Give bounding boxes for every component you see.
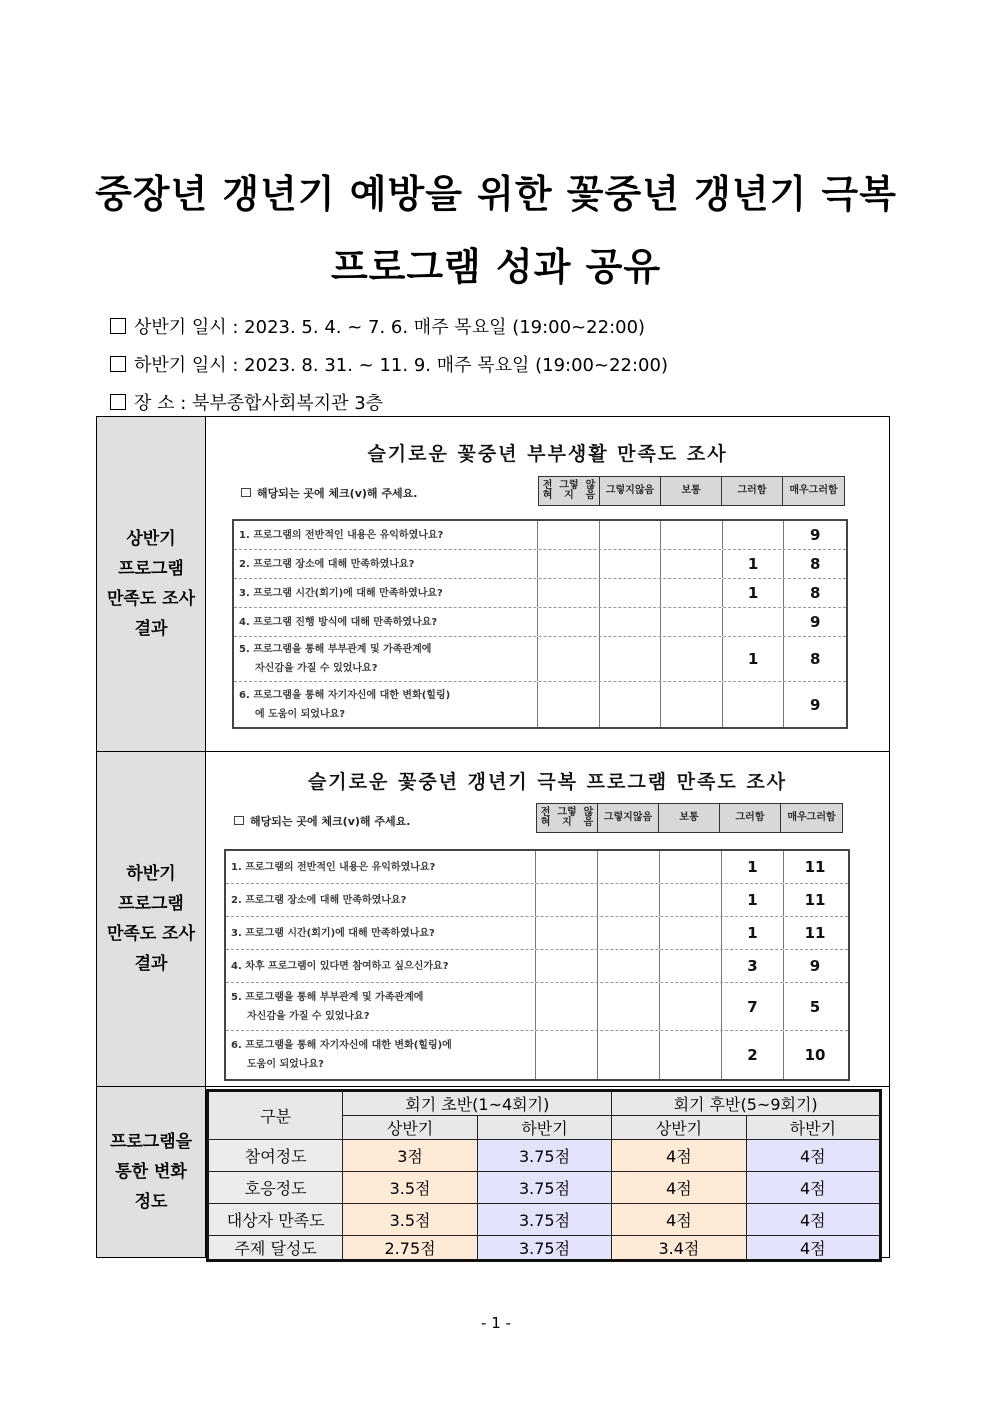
label-line: 만족도 조사 bbox=[106, 589, 196, 609]
question-text: 4. 차후 프로그램이 있다면 참여하고 싶으신가요? bbox=[226, 950, 536, 982]
response-count bbox=[723, 608, 785, 636]
scale-option: 매우 그러함 bbox=[789, 485, 838, 496]
question-text: 5. 프로그램을 통해 부부관계 및 가족관계에 자신감을 가질 수 있었나요? bbox=[234, 637, 538, 681]
header-late-sessions: 회기 후반(5~9회기) bbox=[612, 1091, 881, 1116]
scale-option: 보통 bbox=[659, 804, 720, 832]
response-count: 8 bbox=[809, 650, 821, 668]
score-cell: 3.75점 bbox=[477, 1204, 611, 1236]
score-cell: 4점 bbox=[612, 1140, 746, 1172]
change-row bbox=[208, 1204, 881, 1236]
info-second-half-schedule bbox=[110, 351, 668, 377]
change-table-container bbox=[206, 1087, 889, 1257]
response-count: 1 bbox=[723, 579, 785, 607]
label-line: 결과 bbox=[134, 619, 168, 639]
response-count: 11 bbox=[804, 858, 826, 876]
change-row bbox=[208, 1236, 881, 1261]
response-count bbox=[660, 884, 722, 916]
response-count: 9 bbox=[809, 695, 821, 714]
response-count bbox=[598, 917, 660, 949]
scale-option: 보통 bbox=[661, 477, 722, 505]
response-count: 10 bbox=[804, 1046, 826, 1064]
change-table bbox=[206, 1089, 882, 1262]
response-count: 1 bbox=[723, 637, 785, 681]
section-label bbox=[97, 752, 206, 1086]
label-line: 상반기 bbox=[126, 529, 176, 549]
results-table bbox=[96, 416, 890, 1258]
scale-option: 그러함 bbox=[720, 804, 781, 832]
scale-option: 그러함 bbox=[722, 477, 783, 505]
change-row bbox=[208, 1140, 881, 1172]
section-first-half-survey bbox=[97, 417, 889, 752]
section-label bbox=[97, 417, 206, 751]
change-row bbox=[208, 1172, 881, 1204]
survey-title: 슬기로운 꽃중년 부부생활 만족도 조사 bbox=[367, 443, 728, 465]
question-table bbox=[224, 849, 850, 1081]
header-second-half: 하반기 bbox=[477, 1116, 611, 1140]
scale-option: 전혀 그렇지 않음 bbox=[537, 804, 598, 832]
row-label: 대상자 만족도 bbox=[208, 1204, 343, 1236]
response-count bbox=[600, 579, 662, 607]
question-row bbox=[226, 917, 848, 950]
question-text: 4. 프로그램 진행 방식에 대해 만족하였나요? bbox=[234, 608, 538, 636]
response-count bbox=[660, 983, 722, 1030]
response-count bbox=[536, 884, 598, 916]
response-count: 2 bbox=[722, 1031, 784, 1079]
question-table bbox=[232, 519, 848, 729]
response-count bbox=[536, 1031, 598, 1079]
section-change-level bbox=[97, 1087, 889, 1257]
response-count: 5 bbox=[809, 997, 821, 1016]
response-count bbox=[660, 950, 722, 982]
question-text: 1. 프로그램의 전반적인 내용은 유익하였나요? bbox=[226, 851, 536, 883]
square-bullet-icon bbox=[110, 394, 126, 410]
question-row bbox=[234, 637, 846, 682]
row-label: 주제 달성도 bbox=[208, 1236, 343, 1261]
response-count: 8 bbox=[809, 555, 821, 573]
score-cell: 3.75점 bbox=[477, 1140, 611, 1172]
check-note bbox=[241, 485, 417, 501]
info-first-half-schedule bbox=[110, 313, 645, 339]
response-count: 11 bbox=[804, 891, 826, 909]
survey-image bbox=[206, 417, 889, 751]
scale-option: 그렇지 않음 bbox=[598, 804, 659, 832]
question-row bbox=[234, 608, 846, 637]
response-count bbox=[660, 851, 722, 883]
check-note-text: 해당되는 곳에 체크(v)해 주세요. bbox=[250, 815, 411, 828]
score-cell: 3.75점 bbox=[477, 1172, 611, 1204]
response-count bbox=[723, 682, 785, 727]
scale-header bbox=[538, 476, 845, 506]
response-count bbox=[598, 851, 660, 883]
question-row bbox=[226, 884, 848, 917]
info-text: 하반기 일시 : 2023. 8. 31. ~ 11. 9. 매주 목요일 (19:00~22:00) bbox=[134, 355, 668, 376]
label-line: 프로그램을 bbox=[109, 1132, 193, 1152]
page-title-line2: 프로그램 성과 공유 bbox=[330, 245, 662, 289]
label-line: 프로그램 bbox=[118, 894, 184, 914]
response-count bbox=[600, 682, 662, 727]
score-cell: 4점 bbox=[612, 1204, 746, 1236]
question-row bbox=[226, 950, 848, 983]
question-text: 3. 프로그램 시간(회기)에 대해 만족하였나요? bbox=[234, 579, 538, 607]
question-text: 3. 프로그램 시간(회기)에 대해 만족하였나요? bbox=[226, 917, 536, 949]
header-first-half: 상반기 bbox=[612, 1116, 746, 1140]
question-text: 6. 프로그램을 통해 자기자신에 대한 변화(힐링) 에 도움이 되었나요? bbox=[234, 682, 538, 727]
score-cell: 3.5점 bbox=[343, 1172, 477, 1204]
check-note-text: 해당되는 곳에 체크(v)해 주세요. bbox=[257, 487, 418, 500]
row-label: 참여정도 bbox=[208, 1140, 343, 1172]
response-count bbox=[661, 637, 723, 681]
response-count: 9 bbox=[809, 526, 821, 544]
question-row bbox=[234, 550, 846, 579]
question-row bbox=[234, 682, 846, 727]
square-bullet-icon bbox=[110, 356, 126, 372]
response-count: 8 bbox=[809, 584, 821, 602]
scale-option: 매우 그러함 bbox=[787, 812, 836, 823]
question-text: 6. 프로그램을 통해 자기자신에 대한 변화(힐링)에 도움이 되었나요? bbox=[226, 1031, 536, 1079]
checkbox-icon bbox=[241, 488, 251, 497]
header-first-half: 상반기 bbox=[343, 1116, 477, 1140]
score-cell: 4점 bbox=[746, 1204, 880, 1236]
question-text: 1. 프로그램의 전반적인 내용은 유익하였나요? bbox=[234, 521, 538, 549]
response-count bbox=[536, 983, 598, 1030]
page-title-line1: 중장년 갱년기 예방을 위한 꽃중년 갱년기 극복 bbox=[95, 172, 897, 216]
scale-option: 그렇지 않음 bbox=[600, 477, 661, 505]
response-count bbox=[536, 917, 598, 949]
response-count bbox=[661, 550, 723, 578]
response-count bbox=[538, 682, 600, 727]
question-row bbox=[234, 521, 846, 550]
response-count: 1 bbox=[722, 917, 784, 949]
response-count bbox=[600, 637, 662, 681]
response-count bbox=[536, 851, 598, 883]
question-row bbox=[226, 1031, 848, 1079]
response-count: 1 bbox=[722, 884, 784, 916]
response-count bbox=[660, 1031, 722, 1079]
response-count: 1 bbox=[723, 550, 785, 578]
response-count: 3 bbox=[722, 950, 784, 982]
response-count bbox=[600, 521, 662, 549]
label-line: 결과 bbox=[134, 954, 168, 974]
response-count: 1 bbox=[722, 851, 784, 883]
info-text: 상반기 일시 : 2023. 5. 4. ~ 7. 6. 매주 목요일 (19:00~22:00) bbox=[134, 317, 646, 338]
question-row bbox=[226, 983, 848, 1031]
header-early-sessions: 회기 초반(1~4회기) bbox=[343, 1091, 612, 1116]
section-second-half-survey bbox=[97, 752, 889, 1087]
score-cell: 4점 bbox=[746, 1140, 880, 1172]
square-bullet-icon bbox=[110, 318, 126, 334]
survey-image bbox=[206, 752, 889, 1086]
label-line: 하반기 bbox=[126, 864, 176, 884]
response-count bbox=[661, 608, 723, 636]
label-line: 만족도 조사 bbox=[106, 924, 196, 944]
header-category: 구분 bbox=[208, 1091, 343, 1140]
score-cell: 4점 bbox=[746, 1172, 880, 1204]
response-count: 9 bbox=[809, 613, 821, 631]
response-count bbox=[538, 579, 600, 607]
info-location bbox=[110, 389, 383, 415]
response-count bbox=[598, 950, 660, 982]
label-line: 정도 bbox=[134, 1192, 168, 1212]
question-row bbox=[226, 851, 848, 884]
label-line: 프로그램 bbox=[118, 559, 184, 579]
response-count: 9 bbox=[809, 957, 821, 975]
response-count bbox=[538, 521, 600, 549]
score-cell: 4점 bbox=[746, 1236, 880, 1261]
info-text: 장 소 : 북부종합사회복지관 3층 bbox=[134, 393, 384, 414]
score-cell: 2.75점 bbox=[343, 1236, 477, 1261]
response-count bbox=[661, 521, 723, 549]
header-second-half: 하반기 bbox=[746, 1116, 880, 1140]
response-count bbox=[600, 550, 662, 578]
response-count bbox=[538, 637, 600, 681]
question-text: 5. 프로그램을 통해 부부관계 및 가족관계에 자신감을 가질 수 있었나요? bbox=[226, 983, 536, 1030]
response-count: 7 bbox=[722, 983, 784, 1030]
response-count bbox=[538, 608, 600, 636]
response-count bbox=[660, 917, 722, 949]
scale-header bbox=[536, 803, 843, 833]
survey-title: 슬기로운 꽃중년 갱년기 극복 프로그램 만족도 조사 bbox=[307, 771, 788, 793]
question-text: 2. 프로그램 장소에 대해 만족하였나요? bbox=[226, 884, 536, 916]
response-count bbox=[536, 950, 598, 982]
score-cell: 3.5점 bbox=[343, 1204, 477, 1236]
response-count bbox=[538, 550, 600, 578]
row-label: 호응정도 bbox=[208, 1172, 343, 1204]
response-count bbox=[598, 983, 660, 1030]
section-label bbox=[97, 1087, 206, 1257]
response-count bbox=[723, 521, 785, 549]
page-number: - 1 - bbox=[481, 1314, 511, 1332]
response-count bbox=[598, 884, 660, 916]
check-note bbox=[234, 813, 410, 829]
scale-option: 전혀 그렇지 않음 bbox=[539, 477, 600, 505]
checkbox-icon bbox=[234, 816, 244, 825]
score-cell: 3.75점 bbox=[477, 1236, 611, 1261]
score-cell: 3점 bbox=[343, 1140, 477, 1172]
question-text: 2. 프로그램 장소에 대해 만족하였나요? bbox=[234, 550, 538, 578]
response-count: 11 bbox=[804, 924, 826, 942]
response-count bbox=[661, 579, 723, 607]
score-cell: 3.4점 bbox=[612, 1236, 746, 1261]
response-count bbox=[600, 608, 662, 636]
score-cell: 4점 bbox=[612, 1172, 746, 1204]
question-row bbox=[234, 579, 846, 608]
response-count bbox=[598, 1031, 660, 1079]
response-count bbox=[661, 682, 723, 727]
label-line: 통한 변화 bbox=[115, 1162, 187, 1182]
